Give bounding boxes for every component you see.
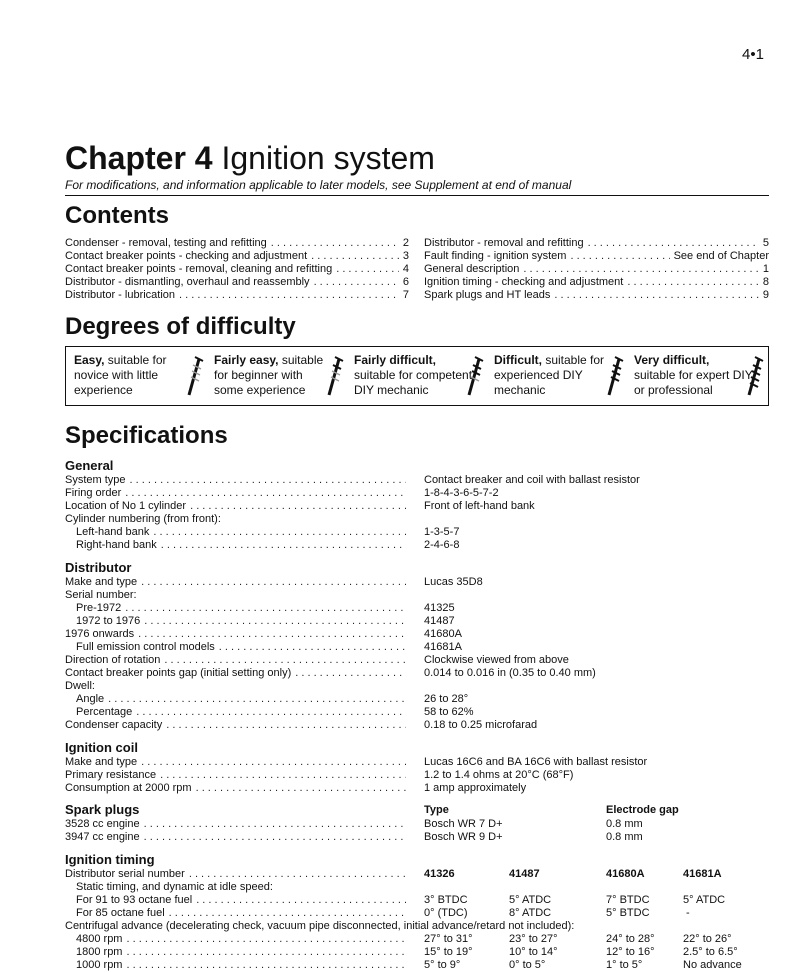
contents-item[interactable]: General description . . . 1 bbox=[424, 263, 769, 276]
spec-label: 1976 onwards . . . bbox=[65, 628, 410, 641]
spec-label: For 85 octane fuel . . . bbox=[65, 907, 410, 920]
contents-item[interactable]: Fault finding - ignition system . . . See end of Chapter bbox=[424, 250, 769, 263]
serial-header: 41487 bbox=[509, 868, 540, 880]
plugs-labels bbox=[65, 818, 410, 844]
title-rule bbox=[65, 195, 769, 196]
spec-value: 41680A bbox=[424, 628, 462, 640]
chapter-name: Ignition system bbox=[221, 140, 435, 176]
contents-item[interactable]: Distributor - removal and refitting . . . 5 bbox=[424, 237, 769, 250]
spec-label: Condenser capacity . . . bbox=[65, 719, 410, 732]
difficulty-fairly-easy: Fairly easy, suitable for beginner with some experience bbox=[214, 353, 324, 397]
plugs-heading: Spark plugs bbox=[65, 802, 140, 817]
coil-heading: Ignition coil bbox=[65, 740, 138, 755]
difficulty-difficult: Difficult, suitable for experienced DIY mechanic bbox=[494, 353, 605, 397]
spec-value: Bosch WR 9 D+ bbox=[424, 831, 503, 843]
spec-value: 1-3-5-7 bbox=[424, 526, 460, 538]
spec-label: Firing order . . . bbox=[65, 487, 410, 500]
timing-value: 3° BTDC bbox=[424, 894, 468, 906]
difficulty-heading: Degrees of difficulty bbox=[65, 313, 296, 340]
difficulty-very-difficult: Very difficult, suitable for expert DIY or professional bbox=[634, 353, 753, 397]
spec-label: Serial number: bbox=[65, 589, 137, 601]
spanner-1-icon bbox=[186, 355, 204, 397]
spanner-4-icon bbox=[606, 355, 624, 397]
spec-value: 58 to 62% bbox=[424, 706, 474, 718]
serial-header: 41680A bbox=[606, 868, 645, 880]
contents-right-list bbox=[424, 237, 769, 302]
spec-label: Primary resistance . . . bbox=[65, 769, 410, 782]
general-values bbox=[424, 474, 640, 552]
spec-value: 2-4-6-8 bbox=[424, 539, 460, 551]
spec-value: Front of left-hand bank bbox=[424, 500, 535, 512]
spec-value: 0.8 mm bbox=[606, 818, 643, 830]
contents-item[interactable]: Ignition timing - checking and adjustment . . . 8 bbox=[424, 276, 769, 289]
spec-label: 1800 rpm . . . bbox=[65, 946, 410, 959]
plugs-type-header: Type bbox=[424, 804, 449, 816]
spanner-5-icon bbox=[746, 355, 764, 397]
distributor-heading: Distributor bbox=[65, 560, 132, 575]
timing-value: 5° ATDC bbox=[683, 894, 726, 906]
contents-item[interactable]: Spark plugs and HT leads . . . 9 bbox=[424, 289, 769, 302]
spec-value: Bosch WR 7 D+ bbox=[424, 818, 503, 830]
general-heading: General bbox=[65, 458, 114, 473]
coil-values bbox=[424, 756, 647, 795]
spec-label: 1000 rpm . . . bbox=[65, 959, 410, 972]
timing-value: 27° to 31° bbox=[424, 933, 473, 945]
spec-value: 1 amp approximately bbox=[424, 782, 527, 794]
distributor-labels bbox=[65, 576, 410, 732]
spec-label: 4800 rpm . . . bbox=[65, 933, 410, 946]
contents-item[interactable]: Condenser - removal, testing and refitting . . . 2 bbox=[65, 237, 409, 250]
chapter-label: Chapter 4 bbox=[65, 140, 213, 176]
spec-label: Cylinder numbering (from front): bbox=[65, 513, 221, 525]
timing-value: 24° to 28° bbox=[606, 933, 655, 945]
spec-value: Contact breaker and coil with ballast resistor bbox=[424, 474, 640, 486]
spec-label: Make and type . . . bbox=[65, 756, 410, 769]
difficulty-fairly-difficult: Fairly difficult, suitable for competent DIY mechanic bbox=[354, 353, 473, 397]
spec-label: Full emission control models . . . bbox=[65, 641, 410, 654]
chapter-subtitle: For modifications, and information applicable to later models, see Supplement at end of manual bbox=[65, 178, 572, 192]
timing-value: - bbox=[686, 907, 690, 919]
spec-value bbox=[424, 589, 596, 602]
timing-value: 7° BTDC bbox=[606, 894, 650, 906]
spec-label: System type . . . bbox=[65, 474, 410, 487]
spec-value: 26 to 28° bbox=[424, 693, 469, 705]
chapter-title bbox=[65, 140, 435, 177]
timing-value: 5° BTDC bbox=[606, 907, 650, 919]
spec-value: 0.014 to 0.016 in (0.35 to 0.40 mm) bbox=[424, 667, 596, 679]
spec-label: Make and type . . . bbox=[65, 576, 410, 589]
spec-label: 3528 cc engine . . . bbox=[65, 818, 410, 831]
timing-value: 5° to 9° bbox=[424, 959, 461, 971]
general-labels bbox=[65, 474, 410, 552]
timing-value: 0° (TDC) bbox=[424, 907, 468, 919]
spec-label: Angle . . . bbox=[65, 693, 410, 706]
timing-heading: Ignition timing bbox=[65, 852, 155, 867]
spec-label: For 91 to 93 octane fuel . . . bbox=[65, 894, 410, 907]
timing-value: 12° to 16° bbox=[606, 946, 655, 958]
difficulty-easy: Easy, suitable for novice with little experience bbox=[74, 353, 167, 397]
spec-value: Clockwise viewed from above bbox=[424, 654, 569, 666]
spec-value: 0.18 to 0.25 microfarad bbox=[424, 719, 538, 731]
spec-label: Pre-1972 . . . bbox=[65, 602, 410, 615]
spec-value: 1-8-4-3-6-5-7-2 bbox=[424, 487, 499, 499]
spec-value: 0.8 mm bbox=[606, 831, 643, 843]
timing-rpm-labels bbox=[65, 933, 410, 972]
contents-item[interactable]: Distributor - dismantling, overhaul and reassembly . . . 6 bbox=[65, 276, 409, 289]
spec-label: Left-hand bank . . . bbox=[65, 526, 410, 539]
spec-label: Direction of rotation . . . bbox=[65, 654, 410, 667]
spanner-2-icon bbox=[326, 355, 344, 397]
spec-label: Contact breaker points gap (initial setting only) . . . bbox=[65, 667, 410, 680]
timing-value: 22° to 26° bbox=[683, 933, 732, 945]
coil-labels bbox=[65, 756, 410, 795]
centrifugal-label: Centrifugal advance (decelerating check, vacuum pipe disconnected, initial advance/retard not included): bbox=[65, 920, 575, 932]
contents-item[interactable]: Contact breaker points - removal, cleaning and refitting . . . 4 bbox=[65, 263, 409, 276]
spec-value: 41325 bbox=[424, 602, 455, 614]
timing-value: 1° to 5° bbox=[606, 959, 643, 971]
plugs-gap-header: Electrode gap bbox=[606, 804, 679, 816]
timing-value: 0° to 5° bbox=[509, 959, 546, 971]
spec-value: 41487 bbox=[424, 615, 455, 627]
timing-value: 2.5° to 6.5° bbox=[683, 946, 738, 958]
spec-label: Dwell: bbox=[65, 680, 95, 692]
page-number: 4•1 bbox=[742, 46, 764, 63]
spec-label: Consumption at 2000 rpm . . . bbox=[65, 782, 410, 795]
timing-value: 23° to 27° bbox=[509, 933, 558, 945]
timing-value: No advance bbox=[683, 959, 742, 971]
spec-value bbox=[424, 680, 596, 693]
spec-value: Lucas 35D8 bbox=[424, 576, 483, 588]
timing-value: 5° ATDC bbox=[509, 894, 552, 906]
difficulty-box bbox=[65, 346, 769, 406]
spec-value: Lucas 16C6 and BA 16C6 with ballast resistor bbox=[424, 756, 648, 768]
contents-item[interactable]: Distributor - lubrication . . . 7 bbox=[65, 289, 409, 302]
serial-header: 41681A bbox=[683, 868, 722, 880]
spanner-3-icon bbox=[466, 355, 484, 397]
timing-labels bbox=[65, 868, 410, 920]
spec-value: 1.2 to 1.4 ohms at 20°C (68°F) bbox=[424, 769, 574, 781]
serial-header: 41326 bbox=[424, 868, 455, 880]
timing-value: 10° to 14° bbox=[509, 946, 558, 958]
spec-label: 1972 to 1976 . . . bbox=[65, 615, 410, 628]
spec-label: Location of No 1 cylinder . . . bbox=[65, 500, 410, 513]
spec-label: Right-hand bank . . . bbox=[65, 539, 410, 552]
timing-value: 15° to 19° bbox=[424, 946, 473, 958]
spec-value: 41681A bbox=[424, 641, 462, 653]
spec-label: 3947 cc engine . . . bbox=[65, 831, 410, 844]
spec-label: Percentage . . . bbox=[65, 706, 410, 719]
contents-item[interactable]: Contact breaker points - checking and adjustment . . . 3 bbox=[65, 250, 409, 263]
distributor-values bbox=[424, 576, 596, 732]
spec-value bbox=[424, 513, 640, 526]
specifications-heading: Specifications bbox=[65, 422, 228, 449]
timing-value: 8° ATDC bbox=[509, 907, 552, 919]
contents-heading: Contents bbox=[65, 202, 169, 229]
contents-left-list bbox=[65, 237, 409, 302]
spec-label: Static timing, and dynamic at idle speed: bbox=[76, 881, 273, 893]
spec-label: Distributor serial number . . . bbox=[65, 868, 410, 881]
